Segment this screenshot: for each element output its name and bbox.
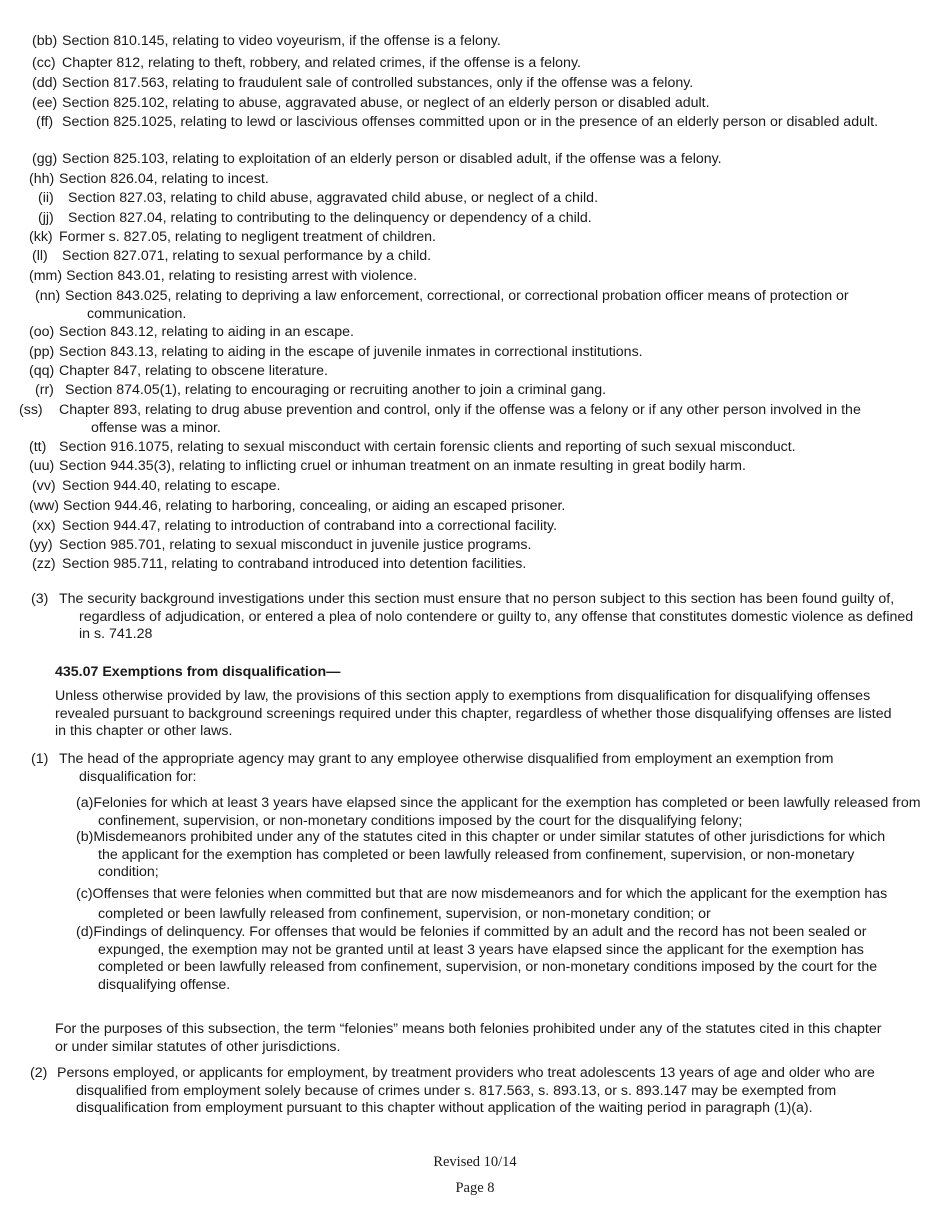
item-text: Former s. 827.05, relating to negligent treatment of children. xyxy=(59,229,436,245)
item-text: Section 826.04, relating to incest. xyxy=(59,171,269,187)
subitem-text: Findings of delinquency. For offenses that would be felonies if committed by an adult and the record has not been sealed or expunged, the exemption may not be granted until at least 3 years have elapsed since the applicant for the exemption has completed or been lawfully released from confinement, supervision, or non-monetary conditions imposed by the court for the disqualifying offense. xyxy=(93,924,878,993)
item-text: Section 843.01, relating to resisting arrest with violence. xyxy=(66,268,418,284)
item-text: Section 985.711, relating to contraband introduced into detention facilities. xyxy=(62,556,527,572)
subsection-2: (2) Persons employed, or applicants for employment, by treatment providers who treat adolescents 13 years of age and older who are disqualified from employment solely because of crimes under s. 817.563, s. 893.13, or s. 893.147 may be exempted from disqualification from employment pursuant to this chapter without application of the waiting period in paragraph (1)(a). xyxy=(30,1065,875,1116)
item-text: Section 843.12, relating to aiding in an escape. xyxy=(59,324,354,340)
list-item-mm xyxy=(29,268,921,286)
list-item-ll: (ll) Section 827.071, relating to sexual performance by a child. xyxy=(32,248,432,264)
revision-date: Revised 10/14 xyxy=(433,1154,517,1170)
subitem-text: Offenses that were felonies when committed but that are now misdemeanors and for which the applicant for the exemption has completed or been lawfully released from confinement, supervision, or non-monetary condition; or xyxy=(92,886,888,922)
list-item-oo: (oo) Section 843.12, relating to aiding in an escape. xyxy=(29,324,354,340)
item-text: Section 825.1025, relating to lewd or lascivious offenses committed upon or in the presence of an elderly person or disabled adult. xyxy=(62,114,879,130)
item-text: Section 827.04, relating to contributing to the delinquency or dependency of a child. xyxy=(68,210,592,226)
item-text: Section 944.47, relating to introduction of contraband into a correctional facility. xyxy=(62,518,558,534)
item-label: (ww) xyxy=(29,498,59,514)
list-item-jj: (jj) Section 827.04, relating to contributing to the delinquency or dependency of a child. xyxy=(38,210,592,226)
list-item-xx: (xx) Section 944.47, relating to introduction of contraband into a correctional facility. xyxy=(32,518,558,534)
subitem-label: (a) xyxy=(76,795,94,811)
intro-paragraph: Unless otherwise provided by law, the provisions of this section apply to exemptions from disqualification for disqualifying offenses revealed pursuant to background screenings required under this chapter, regardless of whether those disqualifying offenses are listed in this chapter or other laws. xyxy=(55,688,892,739)
item-text: Section 825.103, relating to exploitation of an elderly person or disabled adult, if the offense was a felony. xyxy=(62,151,722,167)
item-text: Section 944.40, relating to escape. xyxy=(62,478,281,494)
list-item-cc: (cc) Chapter 812, relating to theft, robbery, and related crimes, if the offense is a felony. xyxy=(32,55,581,71)
list-item-qq: (qq) Chapter 847, relating to obscene literature. xyxy=(29,363,328,379)
subitem-label: (d) xyxy=(76,924,94,940)
item-text: Section 843.025, relating to depriving a law enforcement, correctional, or correctional probation officer means of protection or communication. xyxy=(65,288,849,322)
item-text: Section 874.05(1), relating to encouraging or recruiting another to join a criminal gang. xyxy=(65,382,607,398)
list-item-hh: (hh) Section 826.04, relating to incest. xyxy=(29,171,269,187)
subsection-1: (1) The head of the appropriate agency may grant to any employee otherwise disqualified from employment an exemption from disqualification for: xyxy=(31,751,834,785)
item-text: Chapter 893, relating to drug abuse prevention and control, only if the offense was a felony or if any other person involved in the offense was a minor. xyxy=(59,402,861,436)
subsection-2-text: Persons employed, or applicants for employment, by treatment providers who treat adolescents 13 years of age and older who are disqualified from employment solely because of crimes under s. 817.563, s. 893.13, or s. 893.147 may be exempted from disqualification from employment pursuant to this chapter without application of the waiting period in paragraph (1)(a). xyxy=(57,1065,875,1116)
list-item-ww xyxy=(29,498,921,516)
list-item-yy: (yy) Section 985.701, relating to sexual misconduct in juvenile justice programs. xyxy=(29,537,532,553)
list-item-dd: (dd) Section 817.563, relating to fraudulent sale of controlled substances, only if the offense was a felony. xyxy=(32,75,694,91)
subitem-text: Felonies for which at least 3 years have elapsed since the applicant for the exemption has completed or been lawfully released from confinement, supervision, or non-monetary conditions imposed by the court for the disqualifying felony; xyxy=(93,795,921,829)
subitem-text: Misdemeanors prohibited under any of the statutes cited in this chapter or under similar statutes of other jurisdictions for which the applicant for the exemption has completed or been lawfully released from confinement, supervision, or non-monetary condition; xyxy=(93,829,886,880)
list-item-tt: (tt) Section 916.1075, relating to sexual misconduct with certain forensic clients and reporting of such sexual misconduct. xyxy=(29,439,796,455)
item-text: Section 810.145, relating to video voyeurism, if the offense is a felony. xyxy=(62,33,501,49)
item-label: (mm) xyxy=(29,268,63,284)
item-text: Section 825.102, relating to abuse, aggravated abuse, or neglect of an elderly person or disabled adult. xyxy=(62,95,710,111)
subitem-b xyxy=(76,829,900,882)
item-text: Section 827.071, relating to sexual performance by a child. xyxy=(62,248,432,264)
item-text: Section 985.701, relating to sexual misconduct in juvenile justice programs. xyxy=(59,537,532,553)
item-text: Section 944.46, relating to harboring, concealing, or aiding an escaped prisoner. xyxy=(62,498,566,514)
list-item-bb: (bb) Section 810.145, relating to video voyeurism, if the offense is a felony. xyxy=(32,33,501,49)
section-heading: 435.07 Exemptions from disqualification— xyxy=(55,664,341,680)
subitem-label: (b) xyxy=(76,829,94,845)
item-text: Section 843.13, relating to aiding in the escape of juvenile inmates in correctional institutions. xyxy=(59,344,643,360)
page-number: Page 8 xyxy=(455,1180,495,1196)
list-item-ff: (ff) Section 825.1025, relating to lewd or lascivious offenses committed upon or in the presence of an elderly person or disabled adult. xyxy=(36,114,879,130)
list-item-zz: (zz) Section 985.711, relating to contraband introduced into detention facilities. xyxy=(32,556,527,572)
subsection-1-text: The head of the appropriate agency may grant to any employee otherwise disqualified from employment an exemption from disqualification for: xyxy=(59,751,834,785)
item-text: Section 817.563, relating to fraudulent sale of controlled substances, only if the offense was a felony. xyxy=(62,75,694,91)
list-item-ee: (ee) Section 825.102, relating to abuse, aggravated abuse, or neglect of an elderly person or disabled adult. xyxy=(32,95,710,111)
list-item-rr: (rr) Section 874.05(1), relating to encouraging or recruiting another to join a criminal gang. xyxy=(35,382,607,398)
list-item-kk: (kk) Former s. 827.05, relating to negligent treatment of children. xyxy=(29,229,436,245)
list-item-vv: (vv) Section 944.40, relating to escape. xyxy=(32,478,281,494)
item-text: Chapter 847, relating to obscene literature. xyxy=(59,363,328,379)
list-item-ss: (ss) Chapter 893, relating to drug abuse prevention and control, only if the offense was a felony or if any other person involved in the offense was a minor. xyxy=(19,402,861,436)
list-item-nn: (nn) Section 843.025, relating to depriving a law enforcement, correctional, or correctional probation officer means of protection or communication. xyxy=(35,288,849,322)
section-3-text: The security background investigations under this section must ensure that no person subject to this section has been found guilty of, regardless of adjudication, or entered a plea of nolo contendere or guilty to, any offense that constitutes domestic violence as defined in s. 741.28 xyxy=(59,591,914,642)
subitem-a xyxy=(76,795,928,830)
item-text: Chapter 812, relating to theft, robbery, and related crimes, if the offense is a felony. xyxy=(62,55,581,71)
subitem-label: (c) xyxy=(76,886,93,902)
list-item-uu: (uu) Section 944.35(3), relating to inflicting cruel or inhuman treatment on an inmate resulting in great bodily harm. xyxy=(29,458,746,474)
item-text: Section 827.03, relating to child abuse, aggravated child abuse, or neglect of a child. xyxy=(68,190,599,206)
item-text: Section 916.1075, relating to sexual misconduct with certain forensic clients and reporting of such sexual misconduct. xyxy=(59,439,796,455)
list-item-gg: (gg) Section 825.103, relating to exploitation of an elderly person or disabled adult, if the offense was a felony. xyxy=(32,151,722,167)
subitem-d xyxy=(76,924,900,994)
list-item-pp: (pp) Section 843.13, relating to aiding in the escape of juvenile inmates in correctional institutions. xyxy=(29,344,643,360)
subitem-c xyxy=(76,884,900,924)
item-text: Section 944.35(3), relating to inflicting cruel or inhuman treatment on an inmate resulting in great bodily harm. xyxy=(59,458,746,474)
section-3: (3) The security background investigations under this section must ensure that no person subject to this section has been found guilty of, regardless of adjudication, or entered a plea of nolo contendere or guilty to, any offense that constitutes domestic violence as defined in s. 741.28 xyxy=(31,591,914,642)
list-item-ii: (ii) Section 827.03, relating to child abuse, aggravated child abuse, or neglect of a child. xyxy=(38,190,599,206)
felonies-note: For the purposes of this subsection, the term “felonies” means both felonies prohibited under any of the statutes cited in this chapter or under similar statutes of other jurisdictions. xyxy=(55,1021,882,1055)
